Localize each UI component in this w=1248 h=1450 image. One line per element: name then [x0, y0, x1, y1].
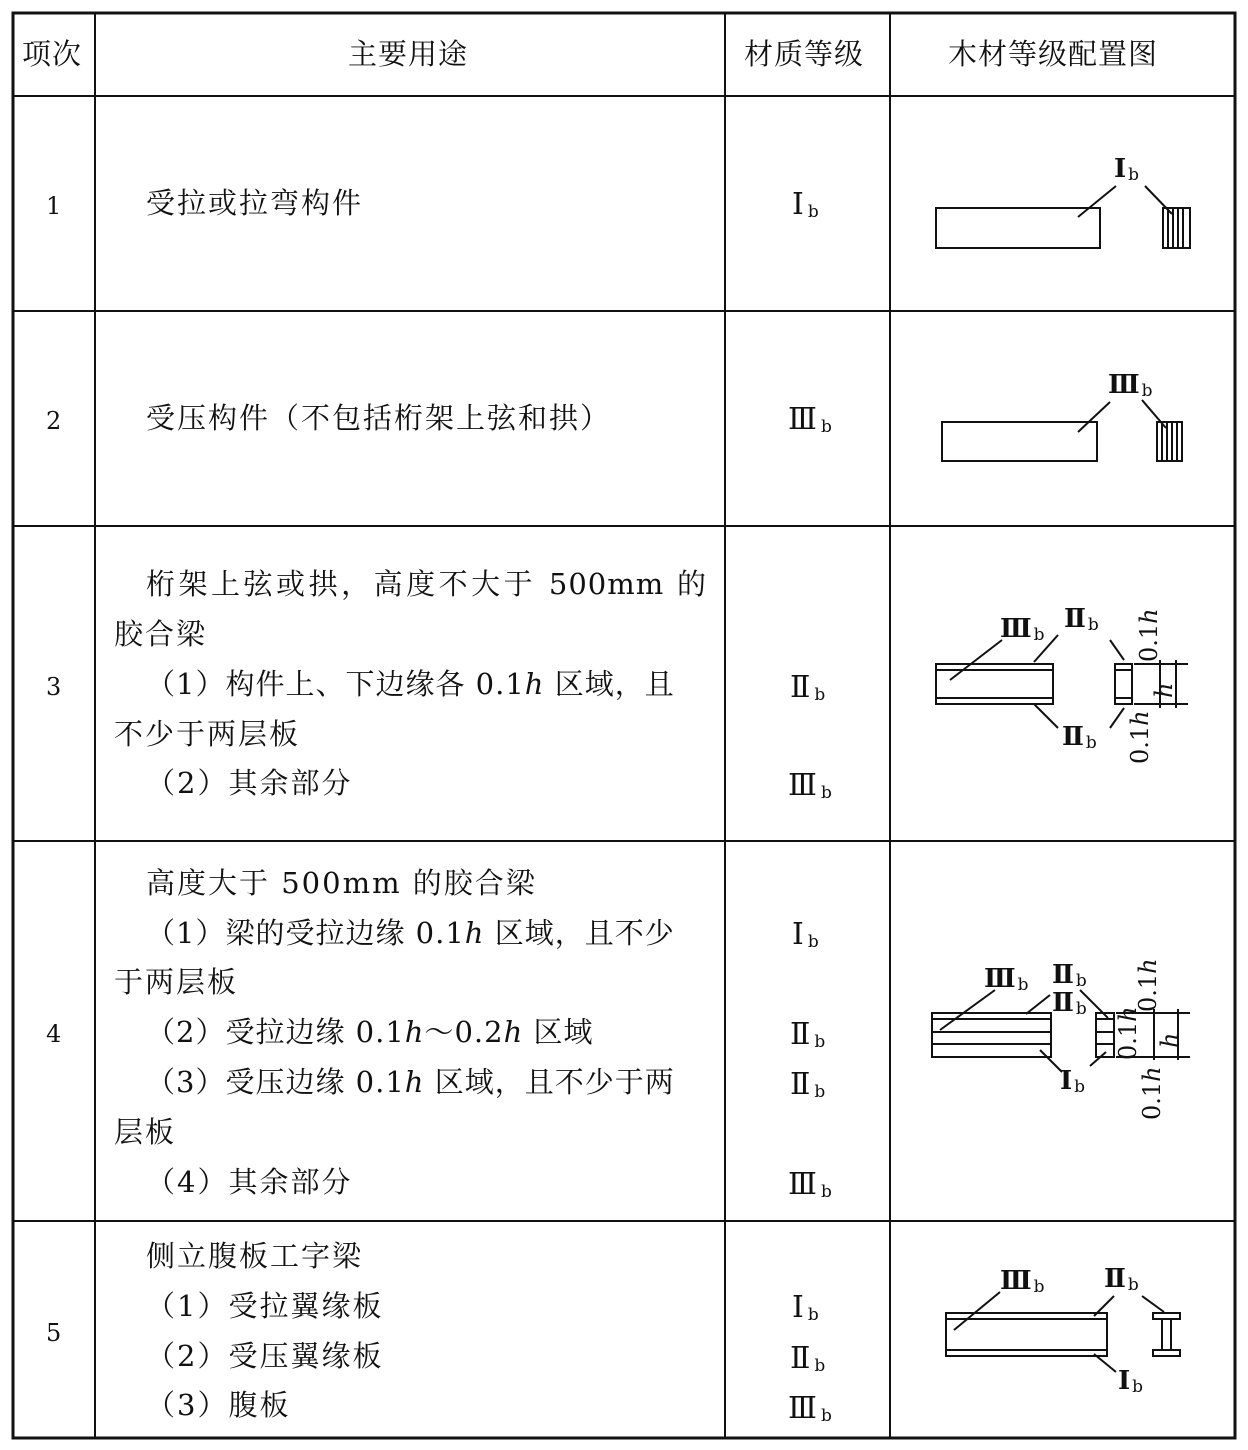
row-5-diagram-label-3: Ⅰ $_b$ [1118, 1366, 1144, 1397]
row-5-usage-item-1: （1）受拉翼缘板 [146, 1289, 384, 1323]
row-1-number: 1 [46, 192, 62, 220]
row-3-grade-1: Ⅱ $_b$ [790, 670, 826, 705]
row-4-dim-second: 0.1h [1114, 1006, 1142, 1060]
row-4-grade-2: Ⅱ $_b$ [790, 1017, 826, 1052]
row-4-grade-1: Ⅰ $_b$ [792, 917, 819, 952]
row-5-diagram-label-1: Ⅲ $_b$ [1000, 1266, 1045, 1297]
row-3-usage-intro-b: 胶合梁 [114, 617, 208, 651]
row-5-usage-item-2: （2）受压翼缘板 [146, 1339, 384, 1373]
row-3-diagram-label-2: Ⅱ $_b$ [1064, 604, 1099, 635]
header-grade: 材质等级 [744, 37, 865, 71]
row-3-number: 3 [46, 673, 62, 701]
row-5-grade-3: Ⅲ $_b$ [788, 1391, 832, 1426]
row-3-usage-item-1: （1）构件上、下边缘各 0.1h 区域，且 [146, 667, 675, 701]
row-4-diagram-label-2: Ⅱ $_b$ [1052, 960, 1087, 991]
row-3-dim-top: 0.1h [1135, 608, 1163, 662]
row-3-dim-h: h [1150, 682, 1178, 698]
header-item: 项次 [22, 37, 83, 71]
row-4-number: 4 [46, 1020, 62, 1048]
row-2-usage: 受压构件（不包括桁架上弦和拱） [146, 401, 612, 435]
row-5-grade-1: Ⅰ $_b$ [792, 1290, 819, 1325]
row-4-grade-3: Ⅱ $_b$ [790, 1067, 826, 1102]
row-4-dim-top: 0.1h [1134, 958, 1162, 1012]
row-4-diagram-label-4: Ⅰ $_b$ [1060, 1066, 1086, 1097]
row-5-number: 5 [46, 1319, 62, 1347]
row-3-diagram-label-1: Ⅲ $_b$ [1000, 614, 1045, 645]
row-4-diagram-label-1: Ⅲ $_b$ [984, 964, 1029, 995]
row-4-usage-item-4: （4）其余部分 [146, 1165, 353, 1199]
row-4-grade-4: Ⅲ $_b$ [788, 1167, 832, 1202]
row-3-grade-2: Ⅲ $_b$ [788, 768, 832, 803]
row-1-diagram-label: Ⅰ $_b$ [1114, 154, 1140, 185]
row-4-usage-item-1: （1）梁的受拉边缘 0.1h 区域，且不少 [146, 916, 675, 950]
row-3-diagram-label-3: Ⅱ $_b$ [1062, 722, 1097, 753]
row-4-usage-intro: 高度大于 500mm 的胶合梁 [146, 866, 537, 900]
row-2-grade-1: Ⅲ $_b$ [788, 402, 832, 437]
row-4-diagram-label-3: Ⅱ $_b$ [1052, 988, 1087, 1019]
row-4-dim-bottom: 0.1h [1138, 1066, 1166, 1120]
row-5-usage-intro: 侧立腹板工字梁 [146, 1239, 364, 1273]
row-4-usage-item-3-cont: 层板 [114, 1115, 177, 1149]
row-3-usage-item-1-cont: 不少于两层板 [114, 717, 301, 751]
row-2-number: 2 [46, 407, 62, 435]
row-3-usage-item-2: （2）其余部分 [146, 766, 353, 800]
row-4-usage-item-1-cont: 于两层板 [114, 965, 239, 999]
i-section-top-flange [1153, 1313, 1180, 1319]
row-5-grade-2: Ⅱ $_b$ [790, 1341, 826, 1376]
row-1-grade-1: Ⅰ $_b$ [792, 187, 819, 222]
row-3-usage-intro-a: 桁架上弦或拱，高度不大于 500mm 的 [146, 567, 707, 601]
i-section-bottom-flange [1153, 1350, 1180, 1356]
header-usage: 主要用途 [348, 37, 469, 71]
row-2-diagram-label: Ⅲ $_b$ [1108, 370, 1153, 401]
row-4-usage-item-3: （3）受压边缘 0.1h 区域，且不少于两 [146, 1065, 675, 1099]
row-4-dim-h: h [1156, 1032, 1184, 1048]
row-4-usage-item-2: （2）受拉边缘 0.1h～0.2h 区域 [146, 1015, 594, 1049]
header-diagram: 木材等级配置图 [948, 37, 1159, 71]
row-5-diagram-label-2: Ⅱ $_b$ [1104, 1264, 1139, 1295]
row-5-usage-item-3: （3）腹板 [146, 1388, 291, 1422]
row-1-usage: 受拉或拉弯构件 [146, 186, 364, 220]
row-3-dim-bottom: 0.1h [1126, 710, 1154, 764]
